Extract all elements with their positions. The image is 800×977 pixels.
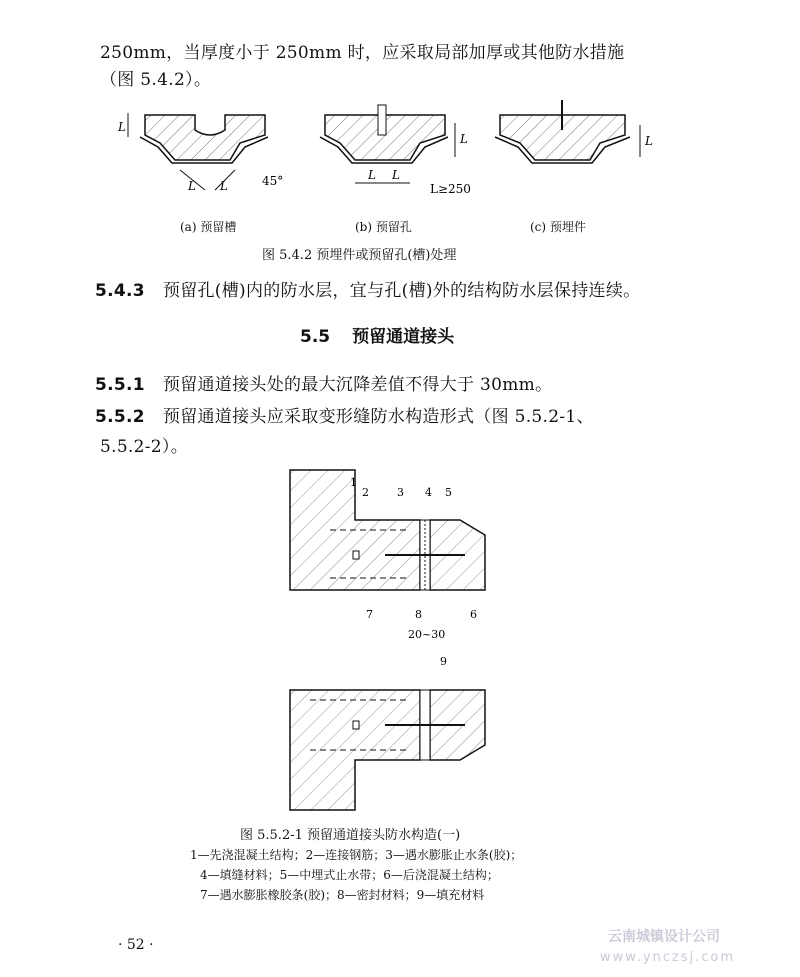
legend-line-1: 1—先浇混凝土结构；2—连接钢筋；3—遇水膨胀止水条(胶)；: [190, 848, 523, 862]
clause-5-5-1: [95, 370, 552, 395]
clause-5-5-2-continued: 5.5.2-2）。: [100, 437, 189, 457]
watermark-url: www.ynczsj.com: [600, 950, 736, 965]
legend-line-2: 4—填缝材料；5—中埋式止水带；6—后浇混凝土结构；: [200, 868, 499, 882]
label-4: 4: [425, 486, 432, 499]
label-L-b: L: [460, 132, 468, 146]
label-L-b2: L: [368, 168, 376, 182]
subcaption-b: (b) 预留孔: [355, 220, 412, 234]
section-number: 5.5: [300, 327, 331, 347]
clause-number: 5.4.3: [95, 281, 145, 301]
label-2: 2: [362, 486, 369, 499]
intro-line-2: （图 5.4.2）。: [100, 70, 212, 90]
label-3: 3: [397, 486, 404, 499]
angle-label: 45°: [262, 174, 284, 188]
section-title: 预留通道接头: [352, 327, 455, 347]
subcaption-a: (a) 预留槽: [180, 220, 237, 234]
label-L-a: L: [118, 120, 126, 134]
label-L-b3: L: [392, 168, 400, 182]
intro-line-1: 250mm，当厚度小于 250mm 时，应采取局部加厚或其他防水措施: [100, 43, 625, 63]
figure-5-4-2: [100, 95, 700, 235]
label-L-c: L: [645, 134, 653, 148]
label-8: 8: [415, 608, 422, 621]
label-1: 1: [350, 476, 357, 489]
figure-5-4-2-caption: 图 5.4.2 预埋件或预留孔(槽)处理: [262, 248, 457, 263]
legend-line-3: 7—遇水膨胀橡胶条(胶)；8—密封材料；9—填充材料: [200, 888, 485, 902]
clause-5-4-3: [95, 276, 640, 301]
diagram-c-embedded: [495, 100, 653, 163]
figure-5-5-2-1-caption: 图 5.5.2-1 预留通道接头防水构造(一): [240, 828, 461, 843]
condition-label: L≥250: [430, 182, 471, 196]
joint-lower-diagram: [290, 690, 485, 810]
joint-upper-diagram: [290, 470, 485, 590]
label-L-a2: L: [188, 179, 196, 193]
label-6: 6: [470, 608, 477, 621]
page-number: · 52 ·: [118, 937, 154, 953]
clause-text: 预留通道接头处的最大沉降差值不得大于 30mm。: [162, 375, 553, 395]
label-9: 9: [440, 655, 447, 668]
clause-text: 预留通道接头应采取变形缝防水构造形式（图 5.5.2-1、: [162, 407, 594, 427]
watermark-text: 云南城镇设计公司: [608, 929, 720, 945]
label-5: 5: [445, 486, 452, 499]
subcaption-c: (c) 预埋件: [530, 220, 586, 234]
clause-number: 5.5.1: [95, 375, 145, 395]
clause-number: 5.5.2: [95, 407, 145, 427]
figure-5-5-2-1: [270, 460, 530, 820]
label-7: 7: [366, 608, 373, 621]
clause-5-5-2: [95, 402, 594, 427]
diagram-b-hole: [320, 105, 471, 196]
section-5-5-heading: [300, 322, 454, 347]
diagram-a-groove: [117, 113, 283, 193]
dimension-label: 20~30: [408, 628, 446, 641]
label-L-a3: L: [220, 179, 228, 193]
clause-text: 预留孔(槽)内的防水层，宜与孔(槽)外的结构防水层保持连续。: [162, 281, 641, 301]
